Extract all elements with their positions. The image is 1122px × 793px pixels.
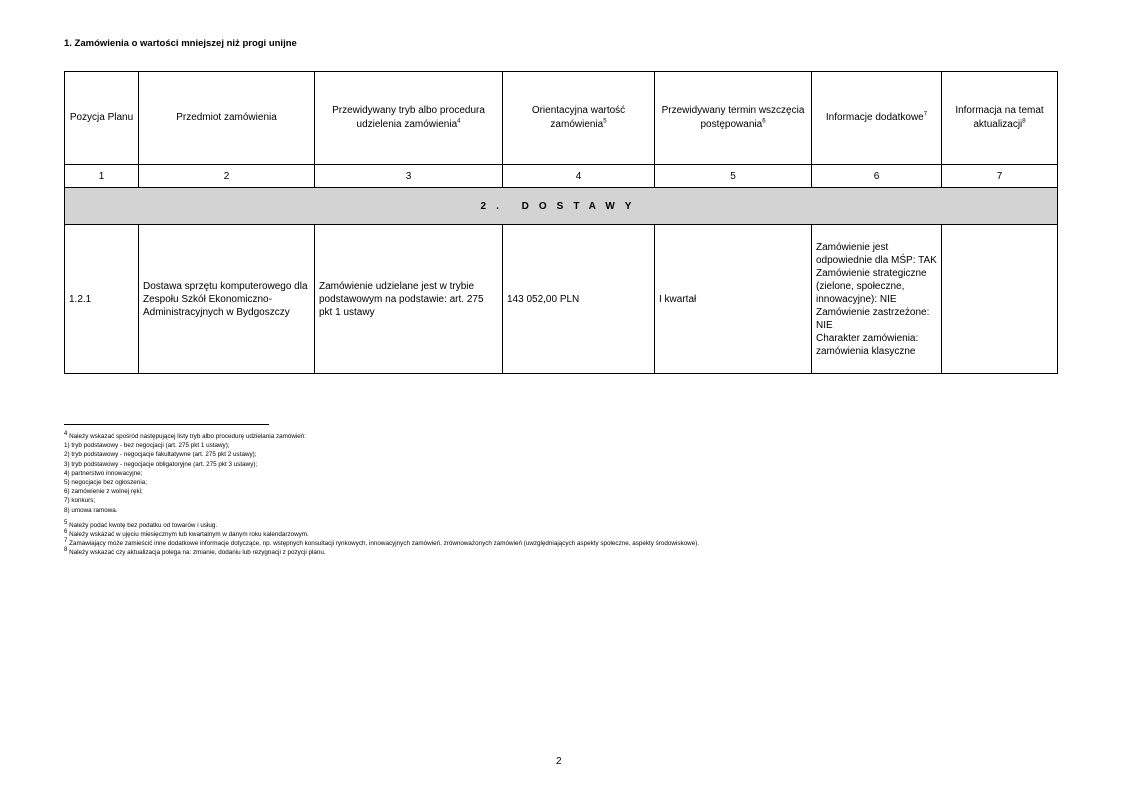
cell-update-info — [942, 225, 1058, 374]
cell-term: I kwartał — [655, 225, 812, 374]
footnote-ref: 8 — [1022, 118, 1026, 125]
section-row — [65, 188, 1058, 225]
cell-position: 1.2.1 — [65, 225, 139, 374]
footnote-separator — [64, 424, 269, 425]
footnote-4-item: 2) tryb podstawowy - negocjacje fakultatywne (art. 275 pkt 2 ustawy); — [64, 451, 257, 459]
column-number-row — [65, 165, 1058, 188]
column-number: 5 — [655, 165, 812, 188]
info-line: Charakter zamówienia: zamówienia klasyczne — [816, 332, 919, 357]
header-value: Orientacyjna wartość zamówienia$^5$ — [503, 72, 655, 165]
footnote-7: $^7$ Zamawiający może zamieścić inne dodatkowe informacje dotyczące, np. wstępnych konsultacji rynkowych, innowacyjnych zamówień, zrównoważonych zamówień (uwzględniających aspekty społeczne, aspekty środowiskowe). — [64, 538, 700, 548]
column-number: 7 — [942, 165, 1058, 188]
section-heading: 2. DOSTAWY — [65, 188, 1058, 225]
footnote-4-item: 1) tryb podstawowy - bez negocjacji (art. 275 pkt 1 ustawy); — [64, 442, 230, 450]
procurement-plan-table — [64, 71, 1058, 374]
header-update-info: Informacja na temat aktualizacji$^8$ — [942, 72, 1058, 165]
footnote-ref: 6 — [762, 118, 766, 125]
column-number: 1 — [65, 165, 139, 188]
header-subject: Przedmiot zamówienia — [139, 72, 315, 165]
cell-value: 143 052,00 PLN — [503, 225, 655, 374]
footnote-4-item: 3) tryb podstawowy - negocjacje obligatoryjne (art. 275 pkt 3 ustawy); — [64, 460, 258, 468]
footnote-ref: 4 — [457, 118, 461, 125]
header-position: Pozycja Planu — [65, 72, 139, 165]
footnote-8: $^8$ Należy wskazać czy aktualizacja polega na: zmianie, dodaniu lub rezygnacji z pozycji planu. — [64, 547, 326, 557]
table-row — [65, 225, 1058, 374]
page-title: 1. Zamówienia o wartości mniejszej niż progi unijne — [64, 38, 297, 49]
info-line: Zamówienie zastrzeżone: NIE — [816, 306, 930, 331]
header-mode: Przewidywany tryb albo procedura udzielenia zamówienia$^4$ — [315, 72, 503, 165]
column-number: 3 — [315, 165, 503, 188]
cell-additional-info — [812, 225, 942, 374]
footnote-ref: 5 — [603, 118, 607, 125]
footnotes — [64, 432, 964, 558]
footnote-4-item: 8) umowa ramowa. — [64, 506, 118, 514]
info-line: Zamówienie jest odpowiednie dla MŚP: TAK — [816, 241, 937, 266]
footnote-6: $^6$ Należy wskazać w ujęciu miesięcznym lub kwartalnym w danym roku kalendarzowym. — [64, 528, 309, 539]
header-term: Przewidywany termin wszczęcia postępowania$^6$ — [655, 72, 812, 165]
column-number: 6 — [812, 165, 942, 188]
header-additional-info: Informacje dodatkowe$^7$ — [812, 72, 942, 165]
footnote-4-item: 7) konkurs; — [64, 497, 96, 505]
footnote-5: $^5$ Należy podać kwotę bez podatku od towarów i usług. — [64, 519, 218, 529]
footnote-4-item: 6) zamówienie z wolnej ręki; — [64, 488, 143, 496]
footnote-4-item: 4) partnerstwo innowacyjne; — [64, 469, 143, 477]
footnote-4: $^4$ Należy wskazać spośród następującej listy tryb albo procedurę udzielania zamówień: — [64, 430, 307, 440]
column-number: 4 — [503, 165, 655, 188]
column-number: 2 — [139, 165, 315, 188]
cell-mode: Zamówienie udzielane jest w trybie podstawowym na podstawie: art. 275 pkt 1 ustawy — [315, 225, 503, 374]
footnote-ref: 7 — [923, 111, 928, 118]
header-row — [65, 72, 1058, 165]
cell-subject: Dostawa sprzętu komputerowego dla Zespołu Szkół Ekonomiczno-Administracyjnych w Bydgoszczy — [139, 225, 315, 374]
page-number: 2 — [556, 756, 562, 767]
info-line: Zamówienie strategiczne (zielone, społeczne, innowacyjne): NIE — [816, 267, 927, 305]
footnote-4-item: 5) negocjacje bez ogłoszenia; — [64, 479, 147, 487]
